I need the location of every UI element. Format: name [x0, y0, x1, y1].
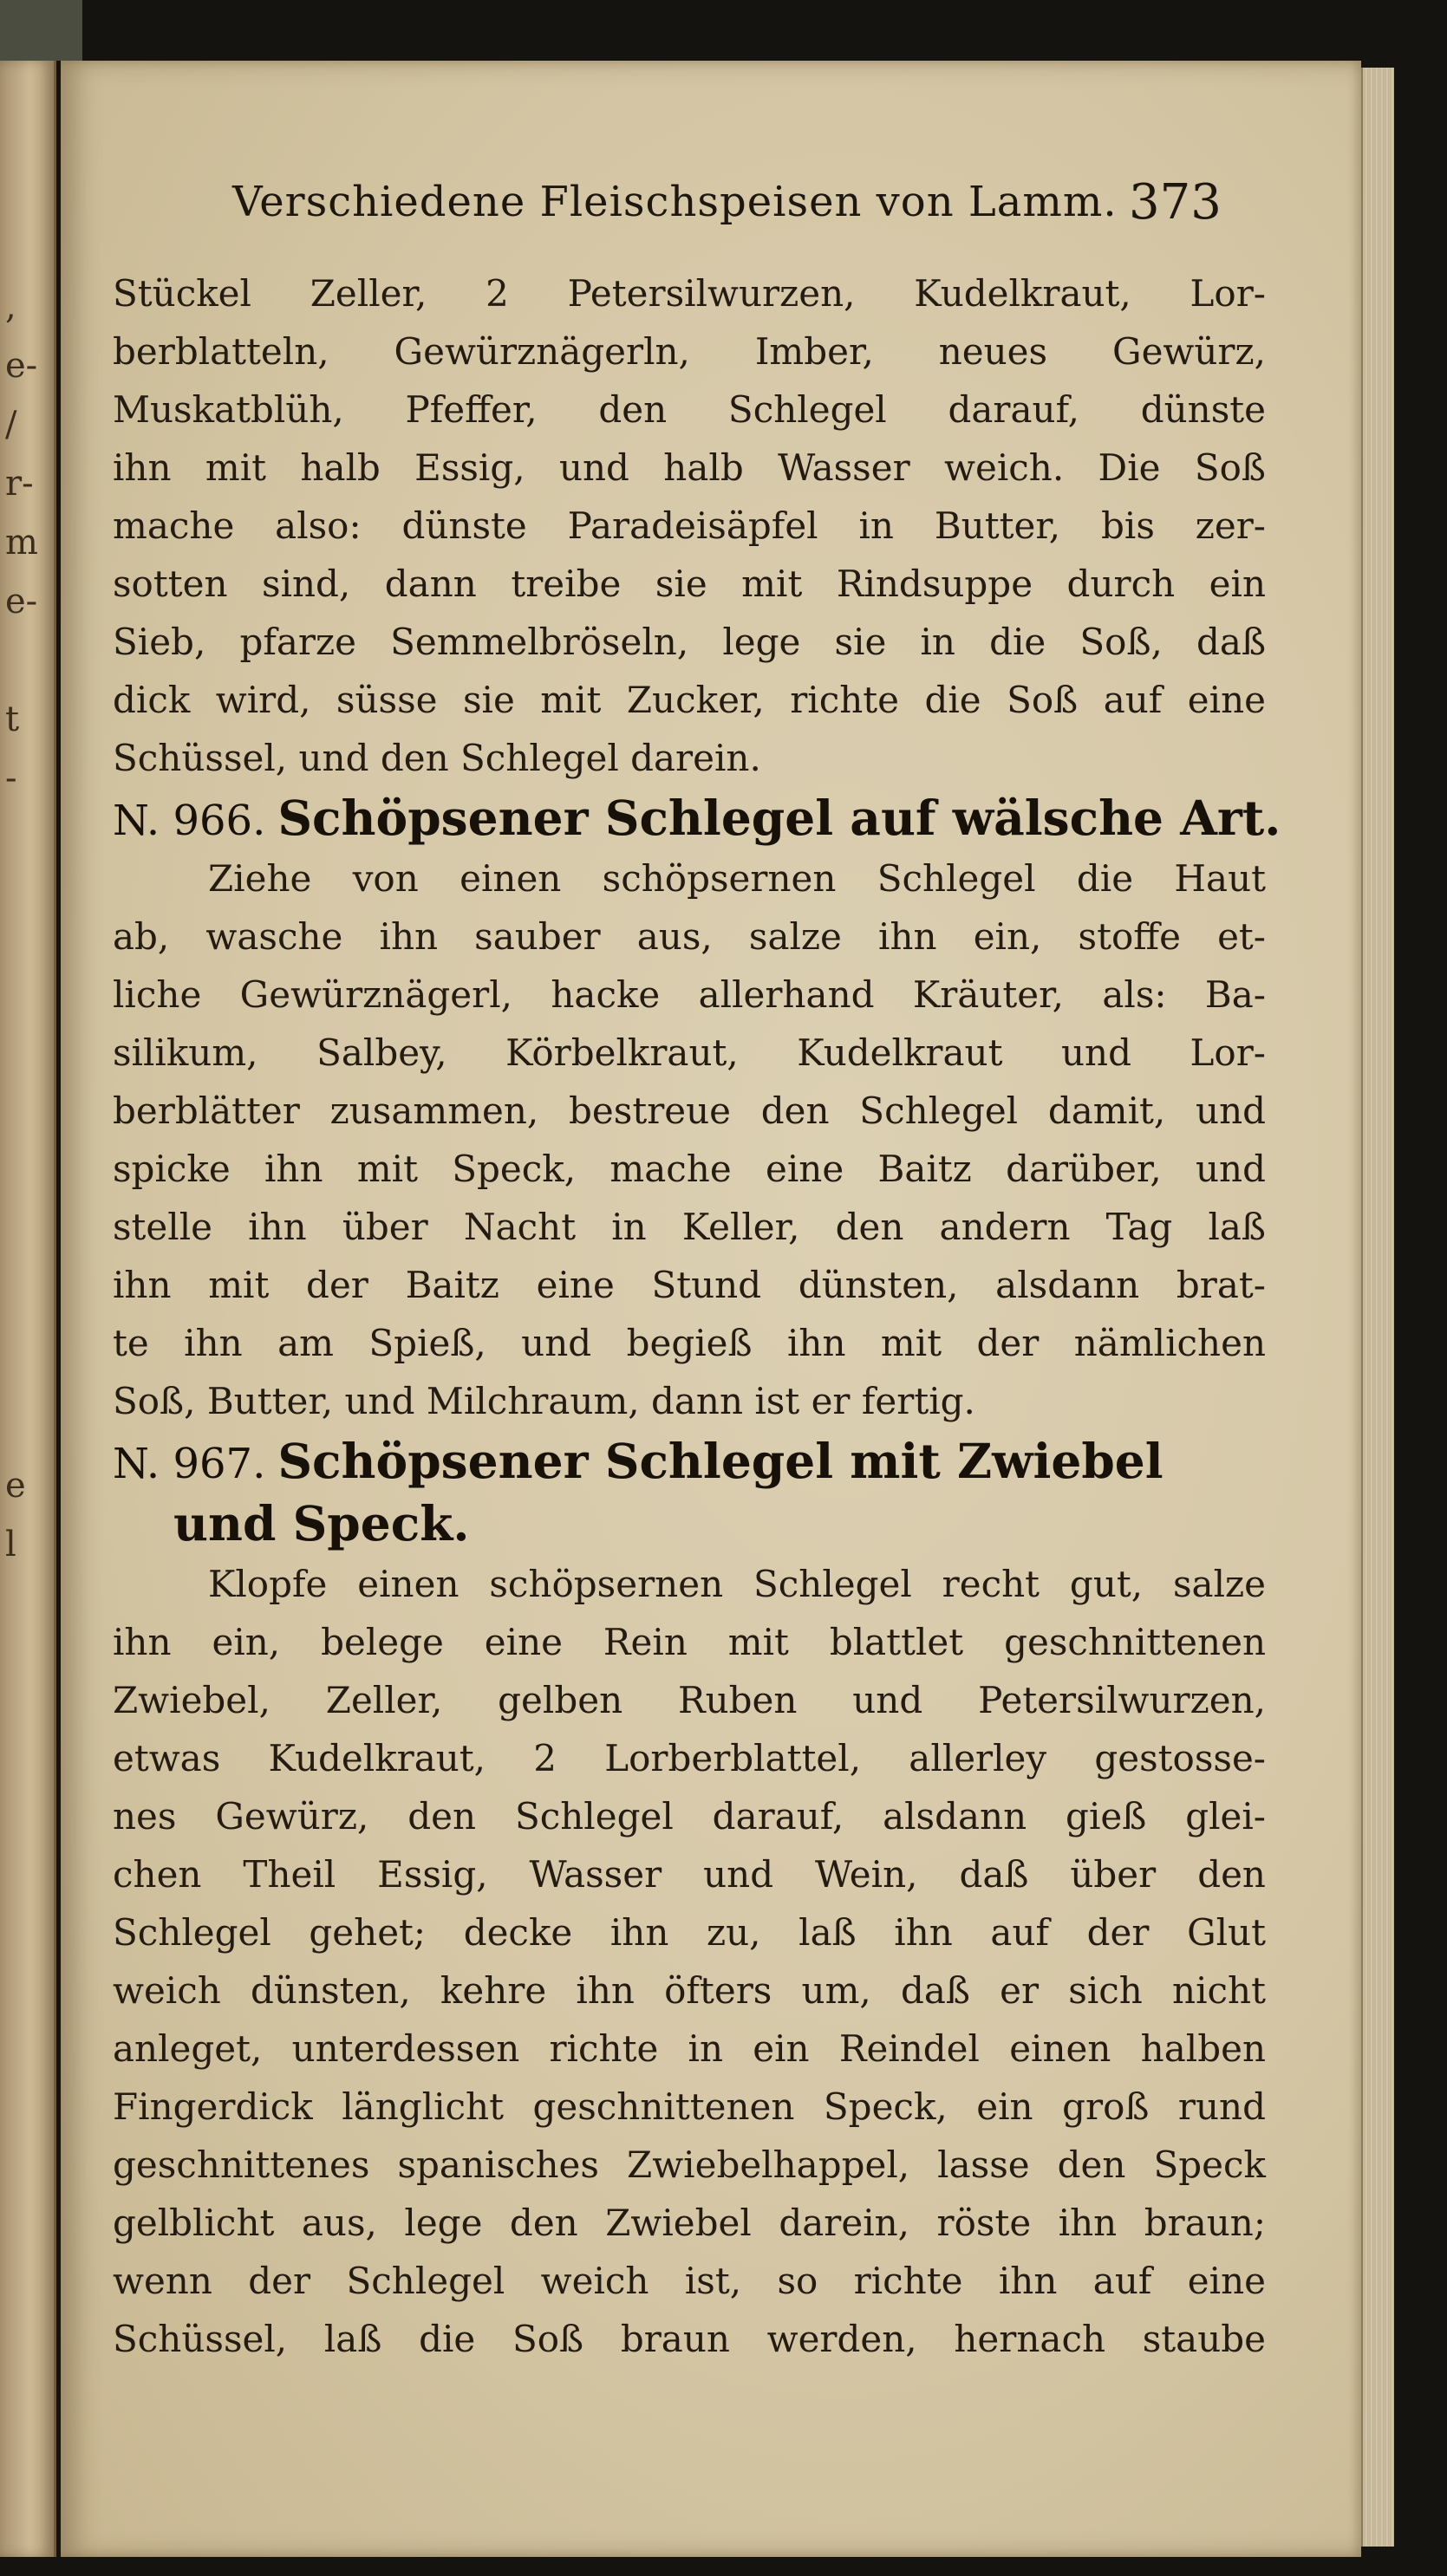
recipe-number: N. 967.	[113, 1440, 266, 1488]
text-line: Schüssel, und den Schlegel darein.	[113, 737, 761, 779]
text-line: etwas Kudelkraut, 2 Lorberblattel, allerley gestosse-	[113, 1737, 1266, 1779]
running-title: Verschiedene Fleischspeisen von Lamm.	[232, 178, 1118, 226]
text-line: Sieb, pfarze Semmelbröseln, lege sie in die Soß, daß	[113, 621, 1266, 663]
book-page	[61, 61, 1361, 2557]
previous-page-mark	[5, 1161, 49, 1220]
previous-page-mark	[5, 808, 49, 867]
text-line: Ziehe von einen schöpsernen Schlegel die Haut	[208, 857, 1266, 900]
text-line: nes Gewürz, den Schlegel darauf, alsdann gieß glei-	[113, 1795, 1266, 1838]
text-line: Stückel Zeller, 2 Petersilwurzen, Kudelkraut, Lor-	[113, 272, 1266, 315]
text-line: Soß, Butter, und Milchraum, dann ist er fertig.	[113, 1380, 975, 1422]
recipe-title-continued: und Speck.	[173, 1495, 470, 1551]
text-line: chen Theil Essig, Wasser und Wein, daß über den	[113, 1853, 1266, 1896]
previous-page-mark: m	[5, 523, 38, 563]
recipe-966	[113, 787, 1281, 1430]
previous-page-mark: e-	[5, 582, 38, 621]
previous-page-mark: l	[5, 1525, 16, 1564]
text-line: silikum, Salbey, Körbelkraut, Kudelkraut und Lor-	[113, 1031, 1266, 1074]
page-block-edges	[1361, 68, 1394, 2547]
previous-page-edge	[0, 61, 56, 2557]
previous-page-mark	[5, 985, 49, 1044]
recipe-heading	[113, 1430, 1266, 1493]
recipe-967	[113, 1430, 1266, 2368]
text-line: spicke ihn mit Speck, mache eine Baitz darüber, und	[113, 1148, 1266, 1190]
text-line: Fingerdick länglicht geschnittenen Speck, ein groß rund	[113, 2085, 1266, 2128]
text-line: ab, wasche ihn sauber aus, salze ihn ein, stoffe et-	[113, 915, 1266, 958]
previous-page-mark: ,	[5, 287, 16, 327]
text-line: weich dünsten, kehre ihn öfters um, daß er sich nicht	[113, 1969, 1266, 2012]
text-line: Zwiebel, Zeller, gelben Ruben und Petersilwurzen,	[113, 1679, 1266, 1721]
text-line: berblätter zusammen, bestreue den Schlegel damit, und	[113, 1090, 1266, 1132]
text-line: gelblicht aus, lege den Zwiebel darein, röste ihn braun;	[113, 2202, 1266, 2244]
recipe-heading	[113, 787, 1281, 849]
text-line: ihn ein, belege eine Rein mit blattlet geschnittenen	[113, 1621, 1266, 1663]
previous-page-mark	[5, 867, 49, 926]
text-line: geschnittenes spanisches Zwiebelhappel, lasse den Speck	[113, 2143, 1266, 2186]
page-body	[113, 264, 1281, 2368]
previous-page-mark	[5, 926, 49, 985]
text-line: wenn der Schlegel weich ist, so richte ihn auf eine	[113, 2260, 1266, 2302]
previous-page-mark: t	[5, 699, 20, 739]
previous-page-mark	[5, 1397, 49, 1456]
text-line: Schüssel, laß die Soß braun werden, hernach staube	[113, 2318, 1266, 2360]
recipe-number: N. 966.	[113, 797, 266, 845]
previous-page-mark: e-	[5, 346, 38, 386]
text-line: te ihn am Spieß, und begieß ihn mit der nämlichen	[113, 1322, 1266, 1364]
previous-page-mark: /	[5, 405, 17, 445]
previous-page-mark	[5, 1338, 49, 1397]
scan-corner-swatch	[0, 0, 82, 61]
running-head	[61, 174, 1361, 247]
text-line: anleget, unterdessen richte in ein Reindel einen halben	[113, 2027, 1266, 2070]
page-number: 373	[1129, 174, 1222, 231]
previous-page-mark	[5, 1103, 49, 1161]
previous-page-mark: r-	[5, 464, 34, 504]
recipe-title: Schöpsener Schlegel mit Zwiebel	[277, 1433, 1163, 1489]
text-line: liche Gewürznägerl, hacke allerhand Kräuter, als: Ba-	[113, 973, 1266, 1016]
previous-page-fragments	[5, 277, 49, 1574]
text-line: mache also: dünste Paradeisäpfel in Butter, bis zer-	[113, 504, 1266, 547]
text-line: sotten sind, dann treibe sie mit Rindsuppe durch ein	[113, 563, 1266, 605]
previous-page-mark: e	[5, 1466, 26, 1506]
text-line: Muskatblüh, Pfeffer, den Schlegel darauf, dünste	[113, 388, 1266, 431]
text-line: Klopfe einen schöpsernen Schlegel recht gut, salze	[208, 1563, 1266, 1605]
text-line: stelle ihn über Nacht in Keller, den andern Tag laß	[113, 1206, 1266, 1248]
paragraph-continuation	[113, 264, 1266, 787]
text-line: berblatteln, Gewürznägerln, Imber, neues Gewürz,	[113, 330, 1266, 373]
text-line: ihn mit halb Essig, und halb Wasser weich. Die Soß	[113, 446, 1266, 489]
text-line: dick wird, süsse sie mit Zucker, richte die Soß auf eine	[113, 679, 1266, 721]
previous-page-mark	[5, 1044, 49, 1103]
text-line: Schlegel gehet; decke ihn zu, laß ihn auf der Glut	[113, 1911, 1266, 1954]
previous-page-mark	[5, 1279, 49, 1338]
previous-page-mark	[5, 631, 49, 690]
previous-page-mark	[5, 1220, 49, 1279]
previous-page-mark: -	[5, 758, 17, 798]
text-line: ihn mit der Baitz eine Stund dünsten, alsdann brat-	[113, 1264, 1266, 1306]
recipe-title: Schöpsener Schlegel auf wälsche Art.	[277, 790, 1281, 846]
